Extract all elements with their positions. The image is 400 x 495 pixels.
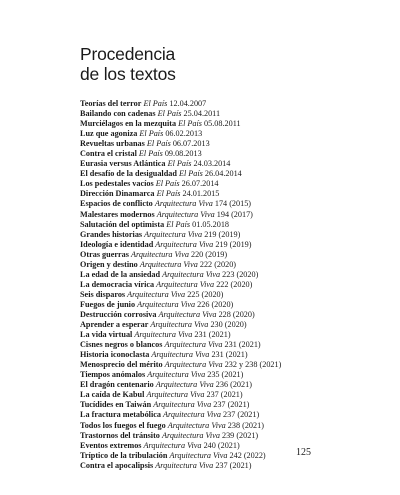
entry-source: Arquitectura Viva [143, 440, 202, 450]
entry-source: Arquitectura Viva [155, 460, 214, 470]
entry-title: La caída de Kabul [80, 390, 145, 400]
entry-date: 231 (2021) [194, 330, 231, 340]
list-item [80, 380, 281, 390]
entry-date: 26.07.2014 [181, 179, 219, 189]
entry-source: Arquitectura Viva [162, 269, 221, 279]
entry-source: Arquitectura Viva [127, 289, 186, 299]
list-item [80, 270, 281, 280]
entry-date: 237 (2021) [213, 400, 250, 410]
entry-source: El País [146, 139, 171, 149]
list-item [80, 139, 281, 149]
entry-date: 09.08.2013 [164, 149, 202, 159]
list-item [80, 159, 281, 169]
list-item [80, 421, 281, 431]
list-item [80, 169, 281, 179]
entry-source: El País [167, 159, 192, 169]
list-item [80, 230, 281, 240]
entry-title: Salutación del optimista [80, 219, 165, 229]
entry-date: 230 (2020) [210, 320, 247, 330]
entry-title: Contra el cristal [80, 149, 137, 159]
entry-source: El País [138, 149, 163, 159]
entry-title: La edad de la ansiedad [80, 269, 161, 279]
entry-title: Murciélagos en la mezquita [80, 119, 177, 129]
entry-title: Destrucción corrosiva [80, 309, 157, 319]
entry-source: El País [155, 179, 180, 189]
list-item [80, 350, 281, 360]
entry-date: 231 (2021) [211, 350, 248, 360]
list-item [80, 210, 281, 220]
entry-title: Teorías del terror [80, 99, 142, 108]
entry-source: Arquitectura Viva [154, 199, 213, 209]
entry-date: 231 (2021) [224, 340, 261, 350]
entry-title: Eurasia versus Atlántica [80, 159, 166, 169]
entry-title: Aprender a esperar [80, 320, 149, 330]
entry-date: 24.01.2015 [182, 189, 220, 199]
entry-source: Arquitectura Viva [130, 249, 189, 259]
entry-date: 236 (2021) [215, 380, 252, 390]
entry-date: 194 (2017) [216, 209, 253, 219]
entry-date: 01.05.2018 [192, 219, 229, 229]
entry-title: Contra el apocalipsis [80, 460, 154, 470]
entry-title: La vida virtual [80, 330, 133, 340]
list-item [80, 189, 281, 199]
entry-title: El dragón centenario [80, 380, 154, 390]
entry-title: Menosprecio del mérito [80, 360, 163, 370]
entry-date: 25.04.2011 [183, 109, 221, 119]
entry-title: Tucídides en Taiwán [80, 400, 152, 410]
list-item [80, 400, 281, 410]
list-item [80, 199, 281, 209]
entry-source: El País [166, 219, 191, 229]
entry-title: Todos los fuegos el fuego [80, 420, 166, 430]
entry-source: Arquitectura Viva [146, 390, 205, 400]
entry-source: Arquitectura Viva [147, 370, 206, 380]
entry-title: Fuegos de junio [80, 299, 136, 309]
entry-date: 226 (2020) [197, 299, 234, 309]
entry-source: El País [178, 119, 202, 129]
entry-date: 219 (2019) [204, 229, 241, 239]
list-item [80, 109, 281, 119]
entry-date: 24.03.2014 [193, 159, 231, 169]
entry-source: Arquitectura Viva [164, 340, 223, 350]
entry-title: El desafío de la desigualdad [80, 169, 177, 179]
entry-source: Arquitectura Viva [137, 299, 196, 309]
entry-source: El País [143, 99, 168, 108]
page-title [80, 44, 176, 84]
list-item [80, 340, 281, 350]
entry-title: Tríptico de la tribulación [80, 450, 168, 460]
entry-date: 242 (2022) [229, 450, 266, 460]
entry-source: El País [157, 109, 182, 119]
entry-title: Dirección Dinamarca [80, 189, 155, 199]
list-item [80, 330, 281, 340]
entry-source: Arquitectura Viva [155, 239, 214, 249]
entry-title: Revueltas urbanas [80, 139, 145, 149]
entry-source: Arquitectura Viva [153, 400, 212, 410]
entry-source: Arquitectura Viva [134, 330, 193, 340]
list-item [80, 129, 281, 139]
entry-date: 237 (2021) [206, 390, 243, 400]
entry-date: 238 (2021) [227, 420, 264, 430]
entry-date: 225 (2020) [187, 289, 224, 299]
entry-date: 222 (2020) [216, 279, 253, 289]
list-item [80, 250, 281, 260]
entry-title: La fractura metabólica [80, 410, 161, 420]
entry-source: Arquitectura Viva [163, 410, 221, 420]
entry-source: Arquitectura Viva [150, 320, 209, 330]
entry-date: 26.04.2014 [204, 169, 242, 179]
entry-title: Grandes historias [80, 229, 143, 239]
list-item [80, 461, 281, 471]
list-item [80, 280, 281, 290]
entry-title: Luz que agoniza [80, 129, 138, 139]
entry-source: Arquitectura Viva [139, 259, 198, 269]
list-item [80, 410, 281, 420]
entry-source: Arquitectura Viva [144, 229, 203, 239]
entry-source: El País [156, 189, 181, 199]
list-item [80, 370, 281, 380]
list-item [80, 451, 281, 461]
entry-date: 220 (2019) [190, 249, 228, 259]
entry-title: La democracia vírica [80, 279, 155, 289]
entry-title: Cisnes negros o blancos [80, 340, 163, 350]
entry-title: Seis disparos [80, 289, 126, 299]
page-title-line-1: Procedencia [80, 44, 176, 64]
list-item [80, 179, 281, 189]
entry-date: 237 (2021) [215, 460, 252, 470]
entry-date: 239 (2021) [221, 430, 259, 440]
source-list [80, 99, 281, 471]
list-item [80, 310, 281, 320]
entry-title: Malestares modernos [80, 209, 155, 219]
list-item [80, 220, 281, 230]
list-item [80, 119, 281, 129]
entry-title: Otras guerras [80, 249, 129, 259]
list-item [80, 390, 281, 400]
entry-title: Trastornos del tránsito [80, 430, 160, 440]
page-number: 125 [296, 447, 311, 458]
entry-title: Historia iconoclasta [80, 350, 150, 360]
entry-date: 228 (2020) [218, 309, 255, 319]
list-item [80, 290, 281, 300]
entry-date: 219 (2019) [215, 239, 252, 249]
list-item [80, 320, 281, 330]
entry-title: Los pedestales vacíos [80, 179, 154, 189]
entry-source: Arquitectura Viva [161, 430, 220, 440]
entry-source: El País [139, 129, 164, 139]
page-title-line-2: de los textos [80, 64, 176, 84]
list-item [80, 360, 281, 370]
list-item [80, 300, 281, 310]
entry-source: Arquitectura Viva [156, 279, 215, 289]
entry-source: El País [178, 169, 203, 179]
entry-source: Arquitectura Viva [167, 420, 226, 430]
entry-date: 12.04.2007 [169, 99, 207, 108]
list-item [80, 260, 281, 270]
entry-date: 05.08.2011 [204, 119, 241, 129]
entry-source: Arquitectura Viva [164, 360, 223, 370]
entry-source: Arquitectura Viva [158, 309, 217, 319]
entry-title: Bailando con cadenas [80, 109, 156, 119]
entry-source: Arquitectura Viva [151, 350, 210, 360]
list-item [80, 441, 281, 451]
entry-source: Arquitectura Viva [155, 380, 214, 390]
entry-date: 174 (2015) [214, 199, 252, 209]
entry-date: 232 y 238 (2021) [224, 360, 282, 370]
entry-title: Eventos extremos [80, 440, 142, 450]
entry-date: 240 (2021) [203, 440, 240, 450]
list-item [80, 149, 281, 159]
entry-date: 223 (2020) [222, 269, 259, 279]
list-item [80, 431, 281, 441]
entry-title: Origen y destino [80, 259, 138, 269]
entry-date: 06.07.2013 [172, 139, 210, 149]
entry-date: 235 (2021) [207, 370, 244, 380]
entry-title: Tiempos anómalos [80, 370, 146, 380]
entry-source: Arquitectura Viva [156, 209, 215, 219]
entry-date: 237 (2021) [223, 410, 260, 420]
list-item [80, 240, 281, 250]
list-item [80, 99, 281, 109]
entry-title: Espacios de conflicto [80, 199, 153, 209]
entry-date: 222 (2020) [199, 259, 237, 269]
entry-source: Arquitectura Viva [169, 450, 228, 460]
entry-title: Ideología e identidad [80, 239, 154, 249]
entry-date: 06.02.2013 [165, 129, 203, 139]
